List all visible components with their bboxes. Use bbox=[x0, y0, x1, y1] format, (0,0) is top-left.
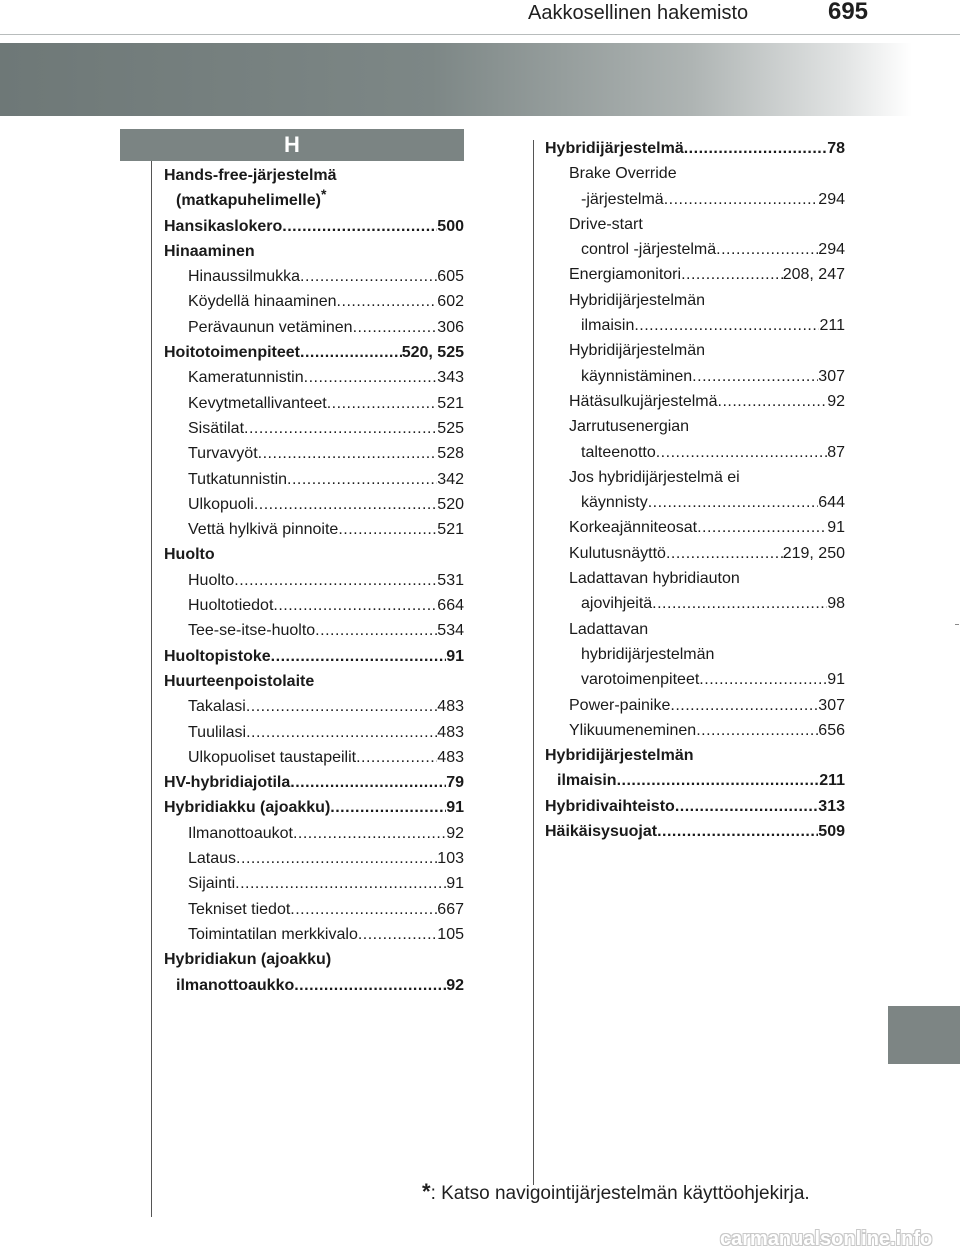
index-entry-label: Hätäsulkujärjestelmä bbox=[569, 392, 718, 410]
dot-leader bbox=[652, 591, 827, 616]
index-entry bbox=[164, 239, 464, 264]
edge-tick-mark bbox=[955, 624, 959, 625]
index-entry-label: Huoltopistoke bbox=[164, 647, 271, 665]
index-entry-page: 521 bbox=[437, 521, 464, 539]
index-entry-page: 105 bbox=[437, 925, 464, 943]
index-entry-page: 528 bbox=[437, 445, 464, 463]
dot-leader bbox=[287, 467, 437, 492]
index-entry-label: Drive-start bbox=[569, 215, 643, 233]
index-entry bbox=[164, 467, 464, 492]
index-entry-label: Hybridiakun (ajoakku) bbox=[164, 951, 332, 969]
dot-leader bbox=[718, 389, 828, 414]
index-entry bbox=[164, 821, 464, 846]
dot-leader bbox=[664, 187, 819, 212]
dot-leader bbox=[684, 136, 827, 161]
index-entry bbox=[545, 136, 845, 161]
index-entry-label: Hybridijärjestelmän bbox=[569, 342, 706, 360]
index-entry bbox=[164, 593, 464, 618]
index-entry bbox=[164, 644, 464, 669]
index-entry bbox=[545, 718, 845, 743]
index-entry bbox=[545, 212, 845, 237]
index-entry bbox=[164, 846, 464, 871]
index-entry-label: Power-painike bbox=[569, 696, 671, 714]
index-column-right bbox=[545, 136, 845, 844]
index-entry-page: 525 bbox=[437, 419, 464, 437]
index-entry bbox=[164, 568, 464, 593]
index-entry-label: Jarrutusenergian bbox=[569, 418, 690, 436]
index-entry-page: 521 bbox=[437, 394, 464, 412]
index-entry-page: 483 bbox=[437, 723, 464, 741]
index-entry bbox=[545, 440, 845, 465]
dot-leader bbox=[246, 720, 437, 745]
dot-leader bbox=[293, 821, 446, 846]
index-entry bbox=[545, 566, 845, 591]
dot-leader bbox=[235, 871, 446, 896]
index-entry-label: Hybridijärjestelmän bbox=[569, 291, 706, 309]
index-entry-page: 307 bbox=[818, 367, 845, 385]
index-entry-label: Hinaussilmukka bbox=[188, 268, 301, 286]
index-entry-page: 306 bbox=[437, 318, 464, 336]
index-entry bbox=[164, 745, 464, 770]
index-entry-label: ilmaisin bbox=[557, 772, 617, 790]
left-column-rule bbox=[151, 161, 152, 1217]
dot-leader bbox=[356, 745, 437, 770]
index-entry bbox=[164, 315, 464, 340]
index-entry-page: 78 bbox=[827, 140, 845, 157]
index-entry bbox=[545, 465, 845, 490]
index-entry-label: Huoltotiedot bbox=[188, 597, 274, 615]
dot-leader bbox=[254, 492, 437, 517]
dot-leader bbox=[246, 694, 437, 719]
index-entry-page: 79 bbox=[446, 774, 464, 792]
index-entry-page: 103 bbox=[437, 850, 464, 868]
index-entry-page: 520, 525 bbox=[401, 344, 464, 362]
index-entry bbox=[545, 237, 845, 262]
index-entry-page: 483 bbox=[437, 748, 464, 766]
index-entry-label: Kulutusnäyttö bbox=[569, 544, 666, 562]
index-entry bbox=[545, 515, 845, 540]
index-entry bbox=[545, 768, 845, 793]
index-entry bbox=[164, 517, 464, 542]
index-entry bbox=[545, 313, 845, 338]
index-entry bbox=[164, 669, 464, 694]
index-entry-page: 91 bbox=[446, 875, 464, 893]
index-entry-page: 602 bbox=[437, 293, 464, 311]
dot-leader bbox=[696, 718, 818, 743]
index-entry bbox=[164, 897, 464, 922]
index-entry bbox=[545, 338, 845, 363]
index-entry bbox=[164, 289, 464, 314]
dot-leader bbox=[656, 440, 827, 465]
index-entry-label: Takalasi bbox=[188, 698, 246, 716]
dot-leader bbox=[282, 214, 437, 239]
dot-leader bbox=[337, 289, 438, 314]
index-entry bbox=[545, 364, 845, 389]
index-entry-page: 656 bbox=[818, 721, 845, 739]
index-entry-label: käynnistäminen bbox=[581, 367, 693, 385]
dot-leader bbox=[692, 364, 818, 389]
index-entry-page: 483 bbox=[437, 698, 464, 716]
index-entry-label: Ulkopuoliset taustapeilit bbox=[188, 748, 357, 766]
dot-leader bbox=[271, 644, 447, 669]
dot-leader bbox=[681, 262, 783, 287]
index-entry-label: Brake Override bbox=[569, 165, 677, 183]
index-entry bbox=[545, 794, 845, 819]
index-entry bbox=[545, 743, 845, 768]
index-entry bbox=[545, 591, 845, 616]
index-entry bbox=[545, 389, 845, 414]
index-entry-label: Toimintatilan merkkivalo bbox=[188, 925, 358, 943]
index-entry bbox=[164, 365, 464, 390]
index-entry-label: Häikäisysuojat bbox=[545, 823, 658, 841]
dot-leader bbox=[258, 441, 438, 466]
index-entry bbox=[164, 214, 464, 239]
dot-leader bbox=[236, 846, 437, 871]
index-entry-label: ajovihjeitä bbox=[581, 595, 653, 613]
footnote bbox=[422, 1179, 810, 1209]
index-entry bbox=[545, 693, 845, 718]
index-entry bbox=[164, 163, 464, 188]
index-entry-label: Jos hybridijärjestelmä ei bbox=[569, 468, 740, 486]
dot-leader bbox=[617, 768, 820, 793]
index-entry-page: 92 bbox=[446, 976, 464, 994]
index-entry bbox=[545, 490, 845, 515]
dot-leader bbox=[666, 541, 783, 566]
index-entry-page: 664 bbox=[437, 597, 464, 615]
index-entry bbox=[164, 340, 464, 365]
index-entry-label: Huurteenpoistolaite bbox=[164, 672, 315, 690]
index-entry-label: ilmanottoaukko bbox=[176, 976, 295, 994]
dot-leader bbox=[353, 315, 438, 340]
index-entry-label: talteenotto bbox=[581, 443, 656, 461]
index-entry-page: 342 bbox=[437, 470, 464, 488]
index-entry-label: Korkeajänniteosat bbox=[569, 519, 698, 537]
index-entry bbox=[545, 642, 845, 667]
index-entry-label: Sisätilat bbox=[188, 419, 245, 437]
index-entry-page: 313 bbox=[818, 797, 845, 815]
dot-leader bbox=[273, 593, 437, 618]
index-entry-page: 98 bbox=[827, 595, 845, 613]
dot-leader bbox=[675, 794, 818, 819]
index-entry-label: Ladattavan bbox=[569, 620, 649, 638]
index-entry-label: (matkapuhelimelle) bbox=[176, 192, 321, 210]
index-entry-label: Tuulilasi bbox=[188, 723, 247, 741]
index-entry bbox=[164, 770, 464, 795]
dot-leader bbox=[648, 490, 819, 515]
index-entry-label: Ladattavan hybridiauton bbox=[569, 570, 740, 588]
section-letter-heading: H bbox=[120, 129, 464, 161]
index-entry-page: 87 bbox=[827, 443, 845, 461]
header-title: Aakkosellinen hakemisto bbox=[528, 2, 749, 24]
index-entry-label: Sijainti bbox=[188, 875, 236, 893]
index-entry-page: 531 bbox=[437, 571, 464, 589]
index-entry-label: HV-hybridiajotila bbox=[164, 774, 291, 792]
index-entry bbox=[164, 416, 464, 441]
index-entry-page: 307 bbox=[818, 696, 845, 714]
dot-leader bbox=[697, 515, 827, 540]
index-entry-label: Energiamonitori bbox=[569, 266, 682, 284]
middle-column-rule bbox=[533, 140, 534, 1185]
footnote-text: : Katso navigointijärjestelmän käyttöohjekirja. bbox=[430, 1183, 810, 1204]
index-entry-label: Tutkatunnistin bbox=[188, 470, 288, 488]
dot-leader bbox=[699, 667, 827, 692]
index-entry-label: Ilmanottoaukot bbox=[188, 824, 293, 842]
index-entry-label: Hinaaminen bbox=[164, 242, 255, 260]
index-entry-page: 92 bbox=[446, 824, 464, 842]
index-entry-label: Hands-free-järjestelmä bbox=[164, 167, 337, 184]
dot-leader bbox=[338, 517, 437, 542]
index-entry bbox=[545, 262, 845, 287]
index-entry bbox=[545, 667, 845, 692]
dot-leader bbox=[294, 973, 446, 998]
dot-leader bbox=[244, 416, 437, 441]
index-entry-label: Turvavyöt bbox=[188, 445, 258, 463]
index-entry-label: ilmaisin bbox=[581, 317, 635, 335]
index-entry-page: 91 bbox=[446, 799, 464, 817]
index-entry bbox=[545, 617, 845, 642]
dot-leader bbox=[300, 264, 437, 289]
index-entry bbox=[164, 922, 464, 947]
index-entry-page: 294 bbox=[818, 190, 845, 208]
index-entry-page: 219, 250 bbox=[782, 544, 845, 562]
index-entry-label: Ulkopuoli bbox=[188, 495, 254, 513]
index-entry-page: 91 bbox=[827, 671, 845, 689]
dot-leader bbox=[634, 313, 819, 338]
index-entry bbox=[164, 542, 464, 567]
dot-leader bbox=[315, 618, 437, 643]
index-entry-page: 211 bbox=[819, 772, 845, 790]
footnote-reference: * bbox=[320, 186, 327, 203]
index-entry-label: Ylikuumeneminen bbox=[569, 721, 697, 739]
dot-leader bbox=[290, 770, 446, 795]
index-entry-page: 92 bbox=[827, 392, 845, 410]
index-entry bbox=[164, 947, 464, 972]
dot-leader bbox=[716, 237, 818, 262]
index-entry-label: Hybridiakku (ajoakku) bbox=[164, 799, 331, 817]
index-entry-label: control -järjestelmä bbox=[581, 241, 717, 259]
index-entry bbox=[164, 694, 464, 719]
index-entry-label: Hybridijärjestelmän bbox=[545, 747, 694, 765]
index-entry-label: Kevytmetallivanteet bbox=[188, 394, 327, 412]
index-entry-page: 343 bbox=[437, 369, 464, 387]
index-entry bbox=[164, 391, 464, 416]
index-entry-page: 520 bbox=[437, 495, 464, 513]
index-entry bbox=[164, 188, 464, 213]
index-entry-label: Hoitotoimenpiteet bbox=[164, 344, 300, 362]
index-entry bbox=[545, 288, 845, 313]
header-divider bbox=[0, 34, 960, 35]
dot-leader bbox=[358, 922, 437, 947]
index-entry-page: 500 bbox=[437, 217, 464, 235]
dot-leader bbox=[304, 365, 438, 390]
index-entry bbox=[164, 441, 464, 466]
index-entry-label: Hybridijärjestelmä bbox=[545, 140, 684, 157]
index-entry-page: 211 bbox=[819, 317, 845, 335]
index-entry-page: 509 bbox=[818, 823, 845, 841]
index-entry-page: 644 bbox=[818, 494, 845, 512]
dot-leader bbox=[327, 391, 438, 416]
index-entry-label: hybridijärjestelmän bbox=[581, 645, 715, 663]
index-entry-label: Huolto bbox=[164, 546, 215, 564]
index-entry-label: Huolto bbox=[188, 571, 235, 589]
header-band bbox=[0, 43, 960, 116]
dot-leader bbox=[670, 693, 818, 718]
index-column-left bbox=[164, 163, 464, 998]
index-entry-page: 534 bbox=[437, 622, 464, 640]
index-entry bbox=[545, 541, 845, 566]
index-entry-label: Lataus bbox=[188, 850, 237, 868]
index-entry bbox=[164, 973, 464, 998]
dot-leader bbox=[330, 795, 446, 820]
index-entry-page: 294 bbox=[818, 241, 845, 259]
dot-leader bbox=[234, 568, 437, 593]
watermark: carmanualsonline.info bbox=[720, 1228, 933, 1250]
dot-leader bbox=[657, 819, 818, 844]
index-entry-label: Perävaunun vetäminen bbox=[188, 318, 353, 336]
index-entry-label: Hybridivaihteisto bbox=[545, 797, 675, 815]
index-entry bbox=[164, 492, 464, 517]
dot-leader bbox=[300, 340, 402, 365]
index-entry-label: varotoimenpiteet bbox=[581, 671, 700, 689]
index-entry-page: 208, 247 bbox=[782, 266, 845, 284]
chapter-thumb-tab bbox=[888, 1006, 960, 1064]
index-entry-page: 91 bbox=[446, 647, 464, 665]
index-entry-label: Köydellä hinaaminen bbox=[188, 293, 337, 311]
index-entry bbox=[164, 264, 464, 289]
index-entry-page: 667 bbox=[437, 900, 464, 918]
index-entry-page: 605 bbox=[437, 268, 464, 286]
index-entry-label: käynnisty bbox=[581, 494, 648, 512]
index-entry bbox=[545, 819, 845, 844]
index-entry-label: -järjestelmä bbox=[581, 190, 664, 208]
index-entry-label: Tee-se-itse-huolto bbox=[188, 622, 316, 640]
index-entry-label: Hansikaslokero bbox=[164, 217, 283, 235]
index-entry-label: Kameratunnistin bbox=[188, 369, 304, 387]
index-entry bbox=[164, 871, 464, 896]
index-entry bbox=[545, 187, 845, 212]
footnote-marker: * bbox=[422, 1179, 431, 1204]
index-entry-label: Tekniset tiedot bbox=[188, 900, 291, 918]
index-entry bbox=[164, 795, 464, 820]
index-entry bbox=[164, 618, 464, 643]
index-entry-label: Vettä hylkivä pinnoite bbox=[188, 521, 339, 539]
dot-leader bbox=[290, 897, 437, 922]
index-entry bbox=[545, 161, 845, 186]
page-number: 695 bbox=[827, 0, 869, 25]
index-entry bbox=[164, 720, 464, 745]
index-entry bbox=[545, 414, 845, 439]
index-entry-page: 91 bbox=[827, 519, 845, 537]
